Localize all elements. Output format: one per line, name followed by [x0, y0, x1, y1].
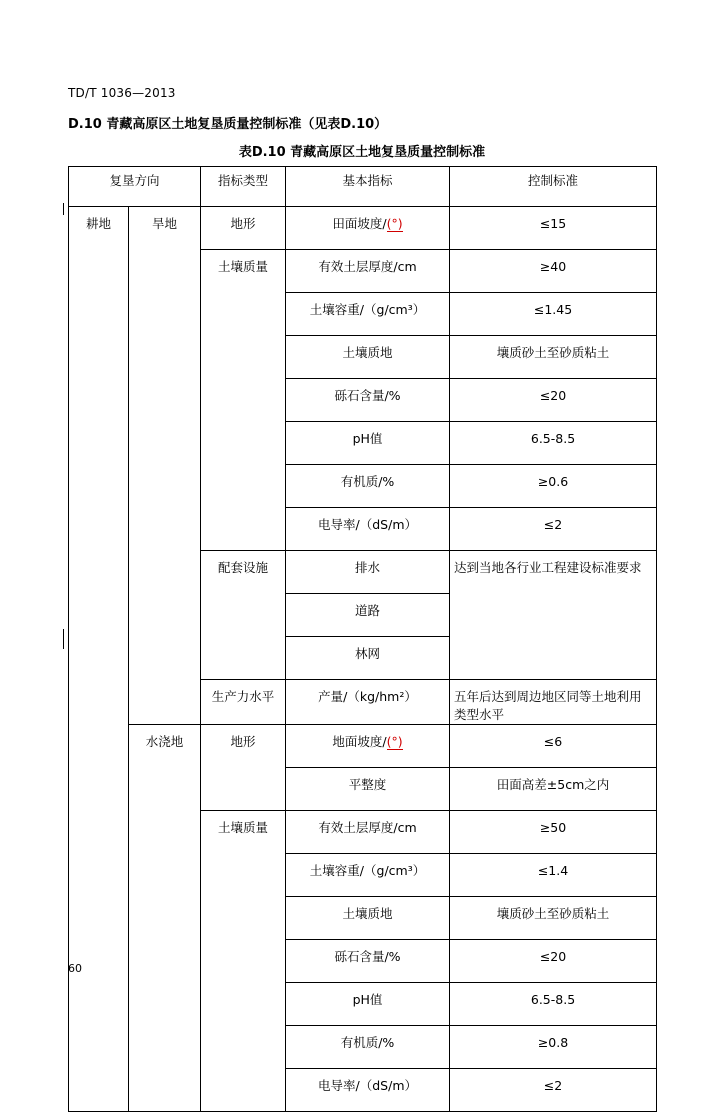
indicator-cell: 产量/（kg/hm²） — [286, 680, 450, 725]
standard-cell: ≤15 — [450, 207, 657, 250]
slope-unit: (°) — [386, 734, 403, 749]
indicator-cell: 林网 — [286, 637, 450, 680]
standard-cell: 达到当地各行业工程建设标准要求 — [450, 551, 657, 680]
column-header: 控制标准 — [450, 167, 657, 207]
indicator-type-cell: 地形 — [201, 207, 286, 250]
standard-cell: ≤6 — [450, 725, 657, 768]
standard-cell: ≤2 — [450, 508, 657, 551]
indicator-cell: 有机质/% — [286, 465, 450, 508]
indicator-cell — [286, 207, 450, 250]
indicator-cell: 电导率/（dS/m） — [286, 508, 450, 551]
indicator-cell: 土壤容重/（g/cm³） — [286, 293, 450, 336]
column-header: 基本指标 — [286, 167, 450, 207]
indicator-cell: 平整度 — [286, 768, 450, 811]
indicator-cell — [286, 725, 450, 768]
indicator-cell: pH值 — [286, 983, 450, 1026]
reclamation-standard-table — [68, 166, 657, 1112]
standard-cell: ≤2 — [450, 1069, 657, 1112]
revision-change-bar — [63, 629, 64, 649]
standard-cell: ≥40 — [450, 250, 657, 293]
indicator-label: 地面坡度/ — [332, 734, 387, 749]
standard-cell: 壤质砂土至砂质粘土 — [450, 897, 657, 940]
column-header: 指标类型 — [201, 167, 286, 207]
indicator-cell: 砾石含量/% — [286, 940, 450, 983]
standard-cell: ≥50 — [450, 811, 657, 854]
standard-cell: ≤20 — [450, 379, 657, 422]
standard-cell: ≥0.8 — [450, 1026, 657, 1069]
indicator-type-cell: 生产力水平 — [201, 680, 286, 725]
subtype-cell: 水浇地 — [129, 725, 201, 1112]
standard-cell: 壤质砂土至砂质粘土 — [450, 336, 657, 379]
indicator-cell: 有效土层厚度/cm — [286, 811, 450, 854]
table-row — [69, 725, 657, 768]
indicator-cell: 土壤质地 — [286, 336, 450, 379]
standard-cell: 6.5-8.5 — [450, 983, 657, 1026]
page-number: 60 — [68, 962, 82, 975]
subtype-cell: 旱地 — [129, 207, 201, 725]
standard-cell: ≥0.6 — [450, 465, 657, 508]
land-use-cell: 耕地 — [69, 207, 129, 1112]
indicator-cell: 砾石含量/% — [286, 379, 450, 422]
indicator-cell: 土壤容重/（g/cm³） — [286, 854, 450, 897]
indicator-cell: 电导率/（dS/m） — [286, 1069, 450, 1112]
table-row — [69, 207, 657, 250]
table-caption: 表D.10 青藏高原区土地复垦质量控制标准 — [238, 145, 486, 160]
standard-cell: ≤1.4 — [450, 854, 657, 897]
indicator-label: 田面坡度/ — [332, 216, 387, 231]
indicator-type-cell: 土壤质量 — [201, 250, 286, 551]
indicator-type-cell: 土壤质量 — [201, 811, 286, 1112]
indicator-cell: 排水 — [286, 551, 450, 594]
indicator-cell: pH值 — [286, 422, 450, 465]
column-header: 复垦方向 — [69, 167, 201, 207]
standard-cell: ≤20 — [450, 940, 657, 983]
standard-cell: 6.5-8.5 — [450, 422, 657, 465]
slope-unit: (°) — [386, 216, 403, 231]
indicator-cell: 有效土层厚度/cm — [286, 250, 450, 293]
standard-cell: ≤1.45 — [450, 293, 657, 336]
table-header-row — [69, 167, 657, 207]
indicator-cell: 道路 — [286, 594, 450, 637]
indicator-cell: 有机质/% — [286, 1026, 450, 1069]
indicator-type-cell: 配套设施 — [201, 551, 286, 680]
indicator-cell: 土壤质地 — [286, 897, 450, 940]
standard-cell: 田面高差±5cm之内 — [450, 768, 657, 811]
revision-change-bar — [63, 203, 64, 215]
document-code: TD/T 1036—2013 — [68, 86, 176, 100]
indicator-type-cell: 地形 — [201, 725, 286, 811]
section-heading: D.10 青藏高原区土地复垦质量控制标准（见表D.10） — [68, 117, 388, 132]
standard-cell: 五年后达到周边地区同等土地利用类型水平 — [450, 680, 657, 725]
